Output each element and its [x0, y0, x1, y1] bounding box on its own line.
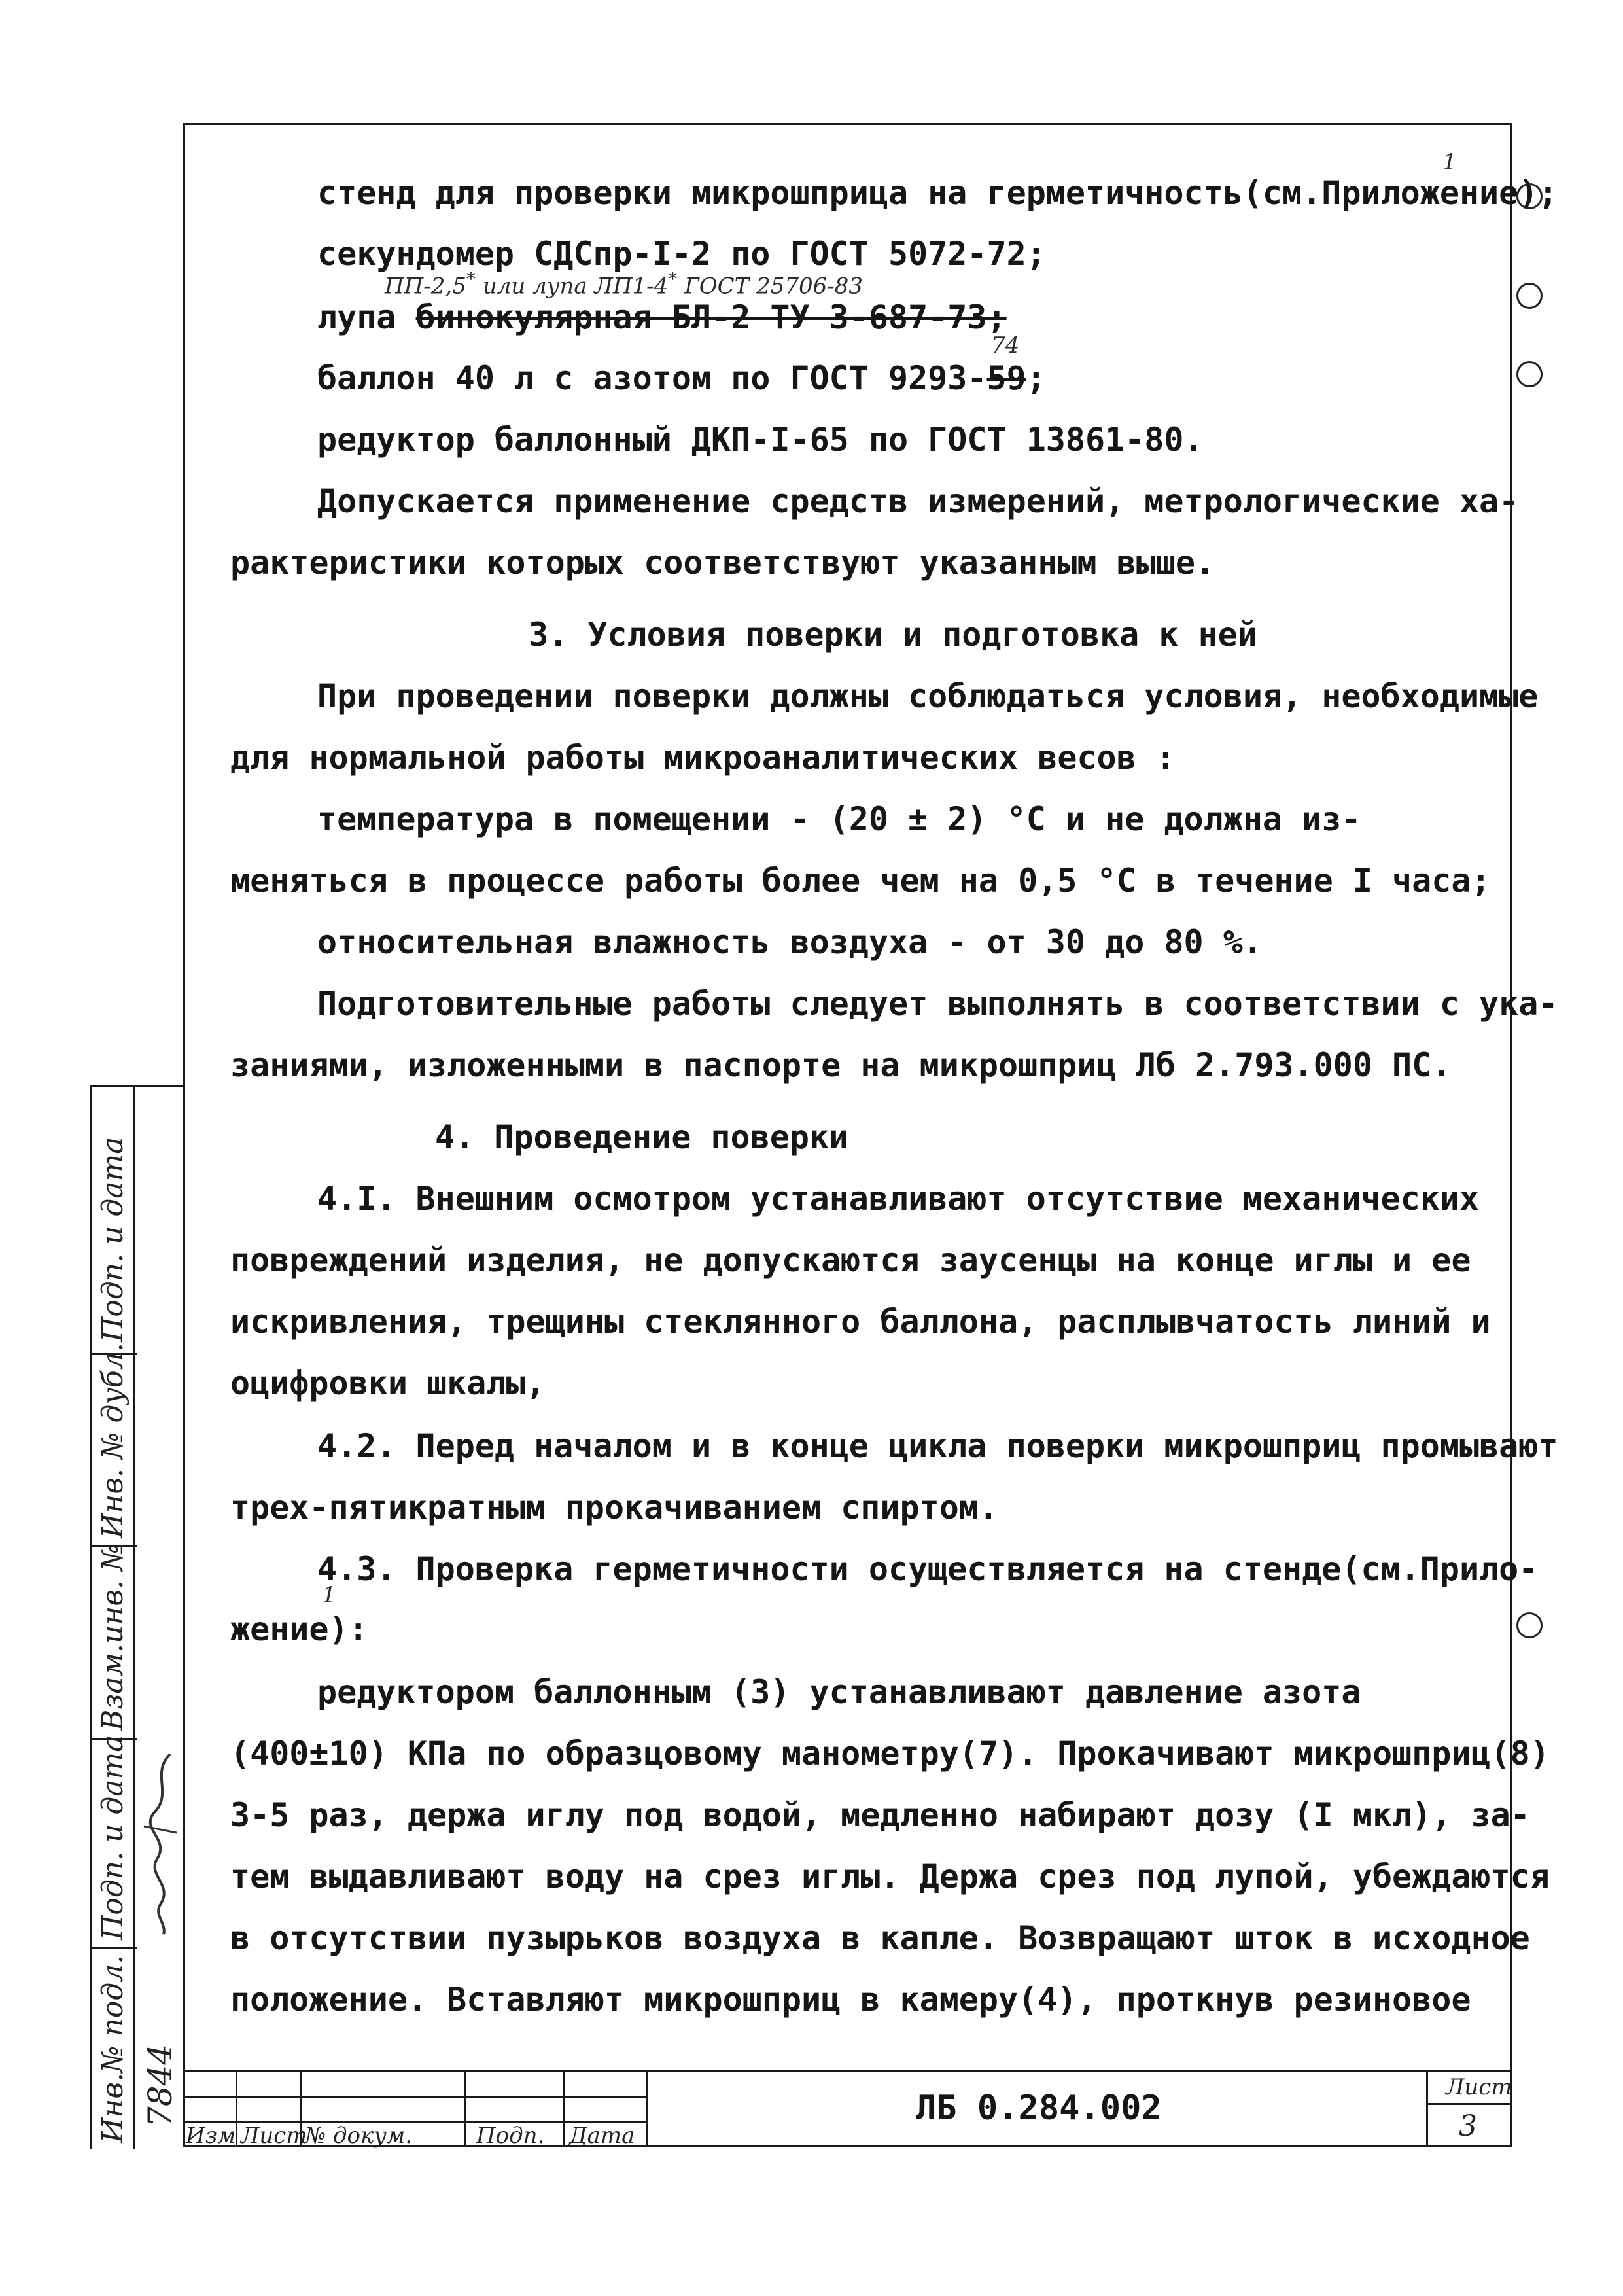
text-line: в отсутствии пузырьков воздуха в капле. Возвращают шток в исходное — [230, 1919, 1530, 1957]
stamp-divider — [563, 2070, 565, 2147]
revision-mark-icon — [1516, 283, 1543, 309]
text-line: меняться в процессе работы более чем на 0,5 °С в течение I часа; — [230, 862, 1491, 900]
text-line: Подготовительные работы следует выполнять в соответствии с ука- — [317, 985, 1558, 1023]
handwritten-note: 1 — [1442, 149, 1457, 175]
stamp-col-podp: Подп. — [476, 2123, 545, 2149]
sidebar-cell — [92, 1087, 137, 1355]
vzam-inv-label: Взам.инв. № — [96, 1544, 130, 1731]
text-line: оцифровки шкалы, — [230, 1364, 546, 1402]
revision-mark-icon — [1516, 1612, 1543, 1638]
sidebar-cell — [92, 1735, 137, 1949]
text-line: относительная влажность воздуха - от 30 до 80 %. — [317, 923, 1263, 961]
stamp-col-izm: Изм — [186, 2123, 236, 2149]
section-heading: 3. Условия поверки и подготовка к ней — [529, 616, 1257, 654]
sidebar-value-column — [135, 1087, 183, 2149]
text-line: искривления, трещины стеклянного баллона, расплывчатость линий и — [230, 1303, 1491, 1341]
text-line: стенд для проверки микрошприца на герметичность(см.Приложение); — [317, 174, 1558, 212]
stamp-col-ndokum: № докум. — [305, 2123, 413, 2149]
text-line: температура в помещении - (20 ± 2) °С и не должна из- — [317, 800, 1361, 838]
text-line: рактеристики которых соответствуют указанным выше. — [230, 544, 1215, 582]
text-line: положение. Вставляют микрошприц в камеру(4), проткнув резиновое — [230, 1981, 1471, 2019]
text-line: 3-5 раз, держа иглу под водой, медленно набирают дозу (I мкл), за- — [230, 1796, 1530, 1834]
title-block — [183, 2070, 1512, 2147]
handwritten-note: 1 — [322, 1582, 336, 1608]
text-line: для нормальной работы микроаналитических весов : — [230, 739, 1176, 777]
archive-sidebar — [90, 1085, 183, 2147]
stamp-col-list: Лист — [241, 2123, 307, 2149]
text-line: трех-пятикратным прокачиванием спиртом. — [230, 1489, 998, 1527]
inv-dubl-label: Инв. № дубл. — [96, 1343, 130, 1538]
text-line: (400±10) КПа по образцовому манометру(7). Прокачивают микрошприц(8) — [230, 1735, 1550, 1773]
sidebar-cell — [92, 1544, 137, 1740]
text-line: лупа бинокулярная БЛ-2 ТУ 3-687-73; — [317, 298, 1007, 336]
text-line: редуктор баллонный ДКП-I-65 по ГОСТ 13861-80. — [317, 421, 1204, 459]
stamp-divider — [646, 2070, 648, 2147]
sheet-number: 3 — [1459, 2110, 1477, 2143]
handwritten-note: 74 — [991, 332, 1020, 359]
sidebar-label-column — [90, 1087, 135, 2149]
text-line: баллон 40 л с азотом по ГОСТ 9293-59; — [317, 359, 1046, 397]
podp-data-label: Подп. и дата — [96, 1735, 130, 1940]
stamp-divider — [1426, 2070, 1428, 2147]
sidebar-cell — [92, 1343, 137, 1547]
text-line: жение): — [230, 1610, 368, 1648]
text-line: 4.2. Перед началом и в конце цикла поверки микрошприц промывают — [317, 1427, 1558, 1465]
revision-mark-icon — [1516, 361, 1543, 387]
text-line: повреждений изделия, не допускаются заусенцы на конце иглы и ее — [230, 1241, 1471, 1279]
stamp-rule — [183, 2096, 646, 2098]
inventory-number: 7844 — [141, 2043, 179, 2127]
sheet-label: Лист — [1446, 2074, 1512, 2100]
stamp-col-data: Дата — [569, 2123, 635, 2149]
stamp-rule — [183, 2070, 1512, 2072]
signature-icon — [137, 1748, 181, 1937]
inv-podl-label: Инв.№ подл. — [96, 1954, 130, 2143]
handwritten-note: ПП-2,5* или лупа ЛП1-4* ГОСТ 25706-83 — [385, 268, 864, 300]
text-line: 4.3. Проверка герметичности осуществляется на стенде(см.Прило- — [317, 1550, 1539, 1588]
text-line: редуктором баллонным (3) устанавливают давление азота — [317, 1673, 1361, 1711]
stamp-divider — [464, 2070, 466, 2147]
stamp-rule — [1426, 2103, 1512, 2105]
section-heading: 4. Проведение поверки — [435, 1118, 849, 1156]
text-line: 4.I. Внешним осмотром устанавливают отсутствие механических — [317, 1180, 1480, 1218]
sidebar-cell — [92, 1949, 137, 2149]
text-line: При проведении поверки должны соблюдаться условия, необходимые — [317, 677, 1539, 715]
document-number: ЛБ 0.284.002 — [916, 2089, 1162, 2128]
text-line: тем выдавливают воду на срез иглы. Держа срез под лупой, убеждаются — [230, 1858, 1550, 1896]
text-line: заниями, изложенными в паспорте на микрошприц Лб 2.793.000 ПС. — [230, 1046, 1452, 1084]
revision-mark-icon — [1516, 183, 1543, 209]
stamp-divider — [236, 2070, 237, 2147]
text-line: Допускается применение средств измерений, метрологические ха- — [317, 482, 1519, 520]
text-line: секундомер СДСпр-I-2 по ГОСТ 5072-72; — [317, 235, 1046, 273]
podp-data-label: Подп. и дата — [96, 1137, 130, 1342]
